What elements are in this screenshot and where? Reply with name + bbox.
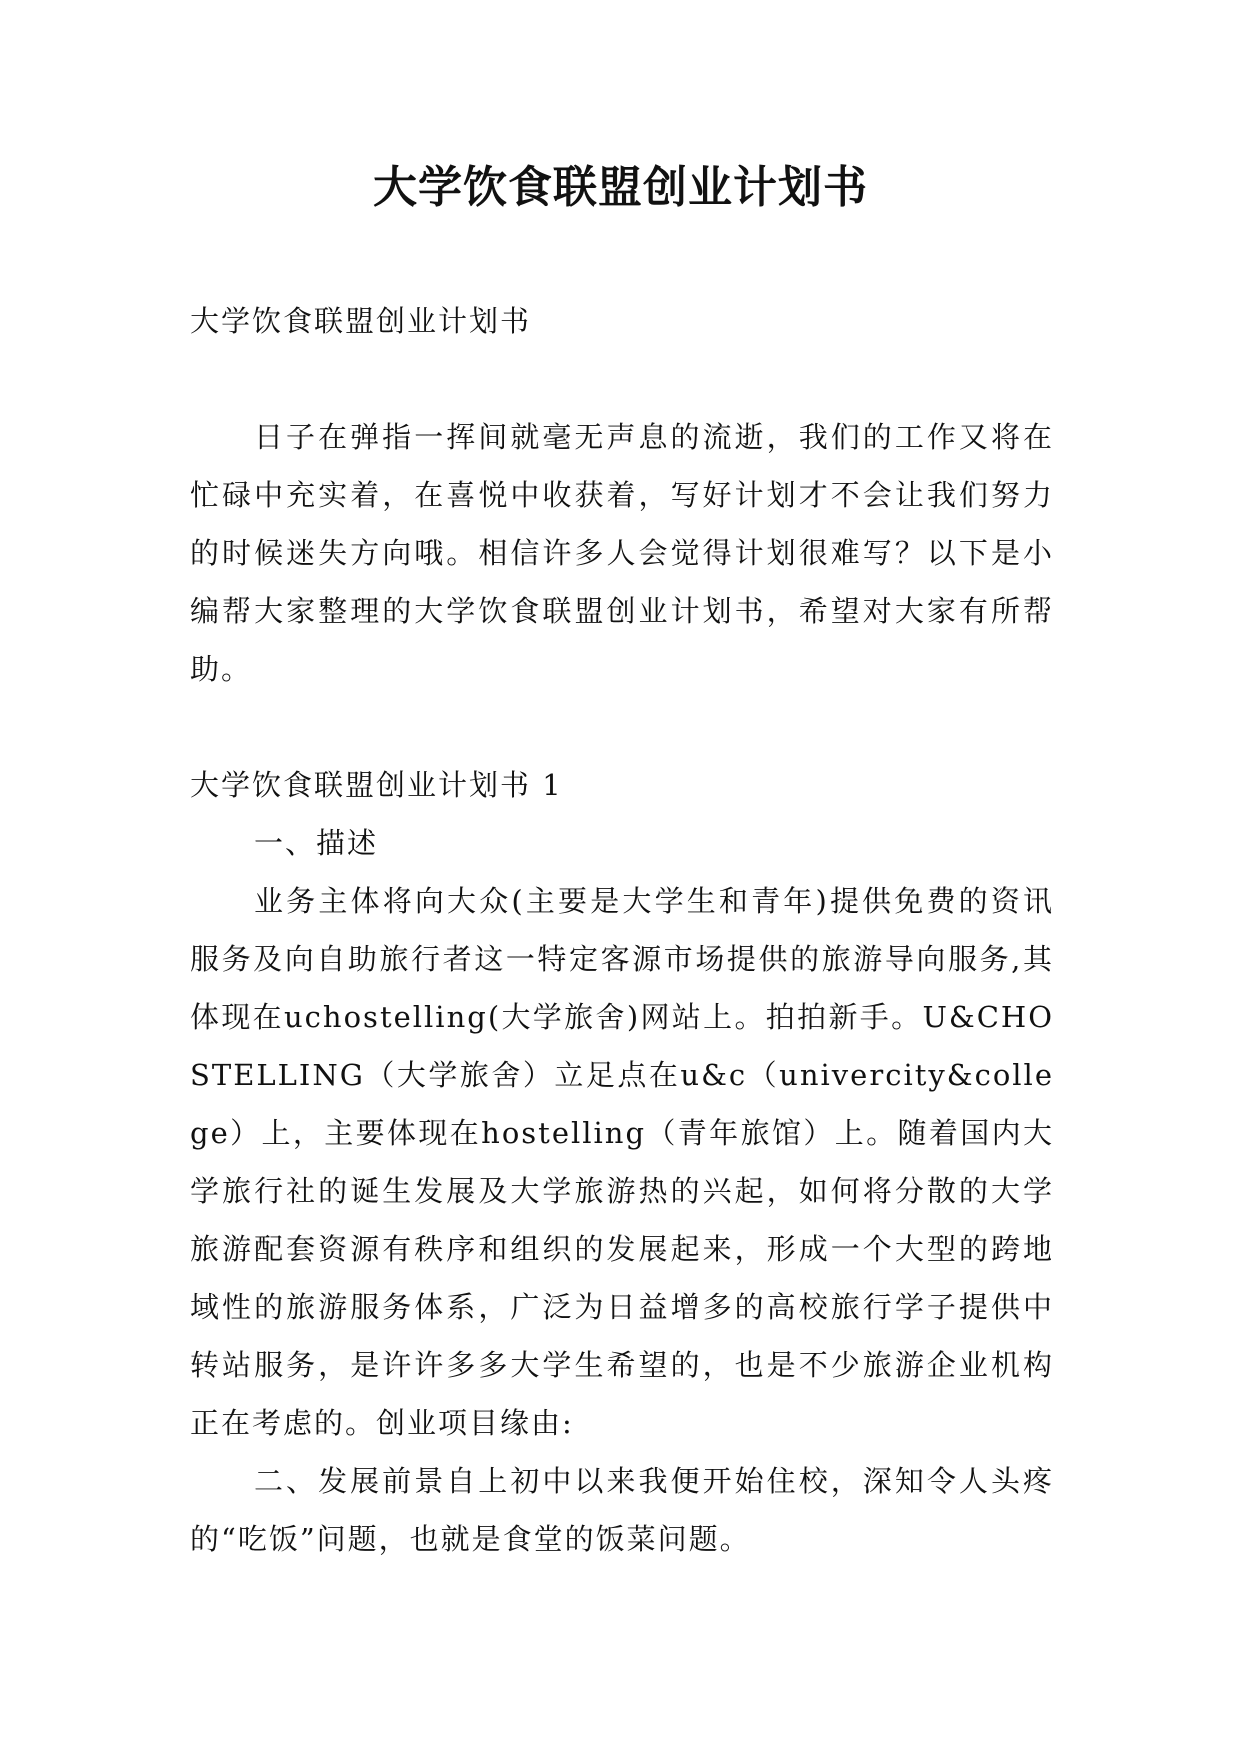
document-title: 大学饮食联盟创业计划书 <box>373 162 868 213</box>
section-heading: 一、描述 <box>254 826 379 860</box>
document-subtitle: 大学饮食联盟创业计划书 <box>190 304 532 338</box>
intro-paragraph: 日子在弹指一挥间就毫无声息的流逝，我们的工作又将在忙碌中充实着，在喜悦中收获着，写好计划才不会让我们努力的时候迷失方向哦。相信许多人会觉得计划很难写？以下是小编帮大家整理的大学饮食联盟创业计划书，希望对大家有所帮助。 <box>190 420 1054 686</box>
section-two-paragraph: 二、发展前景自上初中以来我便开始住校，深知令人头疼的“吃饭”问题，也就是食堂的饭菜问题。 <box>190 1464 1054 1556</box>
document-body <box>190 292 1054 1568</box>
section-body-paragraph: 业务主体将向大众(主要是大学生和青年)提供免费的资讯服务及向自助旅行者这一特定客源市场提供的旅游导向服务,其体现在uchostelling(大学旅舍)网站上。拍拍新手。U&CHOSTELLING（大学旅舍）立足点在u&c（univercity&college）上，主要体现在hostelling（青年旅馆）上。随着国内大学旅行社的诞生发展及大学旅游热的兴起，如何将分散的大学旅游配套资源有秩序和组织的发展起来，形成一个大型的跨地域性的旅游服务体系，广泛为日益增多的高校旅行学子提供中转站服务，是许许多多大学生希望的，也是不少旅游企业机构正在考虑的。创业项目缘由: <box>190 884 1054 1440</box>
section-title: 大学饮食联盟创业计划书 1 <box>190 768 563 802</box>
